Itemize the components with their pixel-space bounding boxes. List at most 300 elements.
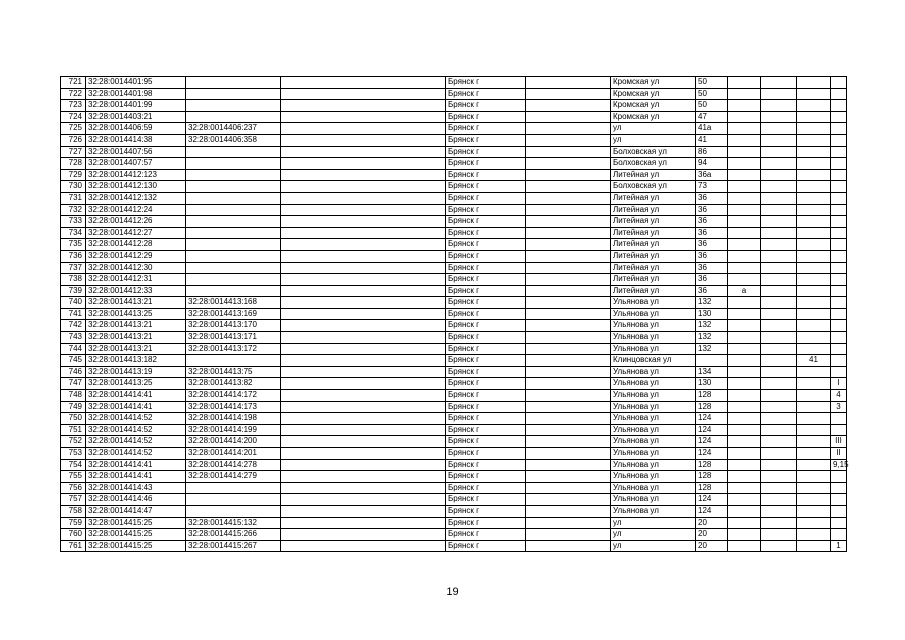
cell-apartment [831,216,847,228]
cell-district [526,134,611,146]
cell-related-cadastral-number [186,146,281,158]
cell-letter [728,181,761,193]
cell-district [526,494,611,506]
cell-related-cadastral-number: 32:28:0014415:132 [186,517,281,529]
cell-apartment [831,517,847,529]
cell-related-cadastral-number: 32:28:0014414:201 [186,448,281,460]
cell-district [526,250,611,262]
cell-house-number: 36 [696,204,728,216]
cell-apartment: I [831,378,847,390]
cell-blank-column [281,482,446,494]
cell-blank-column [281,181,446,193]
cell-cadastral-number: 32:28:0014413:21 [86,332,186,344]
cell-house-number: 36 [696,239,728,251]
cell-city: Брянск г [446,77,526,89]
cell-building [761,366,797,378]
cell-blank-column [281,308,446,320]
cell-district [526,146,611,158]
cell-related-cadastral-number: 32:28:0014414:199 [186,424,281,436]
cell-structure [797,459,831,471]
cell-structure [797,262,831,274]
cell-house-number: 36а [696,169,728,181]
table-row [61,366,847,378]
table-row [61,216,847,228]
cell-letter [728,123,761,135]
cell-apartment [831,366,847,378]
cell-related-cadastral-number: 32:28:0014413:171 [186,332,281,344]
cell-related-cadastral-number [186,100,281,112]
cell-letter [728,274,761,286]
cell-structure [797,436,831,448]
cell-row-number: 739 [61,285,86,297]
table-row [61,274,847,286]
cell-cadastral-number: 32:28:0014415:25 [86,540,186,552]
cell-city: Брянск г [446,262,526,274]
cell-blank-column [281,123,446,135]
cell-city: Брянск г [446,529,526,541]
cell-blank-column [281,494,446,506]
cell-row-number: 740 [61,297,86,309]
cell-apartment [831,529,847,541]
cell-cadastral-number: 32:28:0014412:30 [86,262,186,274]
cell-related-cadastral-number: 32:28:0014414:278 [186,459,281,471]
cell-row-number: 755 [61,471,86,483]
cell-house-number [696,355,728,367]
cell-structure [797,274,831,286]
cell-building [761,227,797,239]
cell-street: ул [611,529,696,541]
cell-apartment [831,77,847,89]
cell-structure [797,320,831,332]
cell-row-number: 744 [61,343,86,355]
cell-building [761,540,797,552]
cell-row-number: 758 [61,505,86,517]
cell-apartment [831,471,847,483]
cell-cadastral-number: 32:28:0014414:52 [86,413,186,425]
cell-blank-column [281,540,446,552]
cell-city: Брянск г [446,88,526,100]
cell-district [526,100,611,112]
cell-house-number: 47 [696,111,728,123]
cell-city: Брянск г [446,216,526,228]
cell-district [526,158,611,170]
cell-row-number: 747 [61,378,86,390]
cell-letter [728,517,761,529]
cell-city: Брянск г [446,355,526,367]
cell-city: Брянск г [446,332,526,344]
cell-building [761,413,797,425]
cell-building [761,505,797,517]
cell-district [526,471,611,483]
cell-street: Литейная ул [611,239,696,251]
page-number: 19 [446,586,459,598]
cell-building [761,285,797,297]
cell-related-cadastral-number [186,239,281,251]
cell-district [526,239,611,251]
cell-related-cadastral-number: 32:28:0014413:168 [186,297,281,309]
cell-related-cadastral-number: 32:28:0014413:170 [186,320,281,332]
cell-district [526,285,611,297]
cell-blank-column [281,216,446,228]
table-row [61,505,847,517]
cell-letter [728,448,761,460]
cell-letter: а [728,285,761,297]
cell-cadastral-number: 32:28:0014413:21 [86,297,186,309]
cell-building [761,262,797,274]
cell-structure [797,216,831,228]
cell-building [761,181,797,193]
cell-street: Литейная ул [611,274,696,286]
table-row [61,517,847,529]
cell-building [761,448,797,460]
cell-blank-column [281,517,446,529]
cell-house-number: 50 [696,88,728,100]
cell-related-cadastral-number [186,77,281,89]
cell-house-number: 36 [696,216,728,228]
cell-district [526,77,611,89]
cell-district [526,448,611,460]
cell-related-cadastral-number: 32:28:0014406:358 [186,134,281,146]
cell-row-number: 761 [61,540,86,552]
cell-cadastral-number: 32:28:0014415:25 [86,517,186,529]
cell-street: Ульянова ул [611,401,696,413]
cell-building [761,192,797,204]
cell-related-cadastral-number: 32:28:0014415:267 [186,540,281,552]
cell-letter [728,320,761,332]
cell-blank-column [281,529,446,541]
cell-blank-column [281,424,446,436]
cell-cadastral-number: 32:28:0014414:41 [86,459,186,471]
table-row [61,540,847,552]
cell-related-cadastral-number [186,274,281,286]
cell-cadastral-number: 32:28:0014412:26 [86,216,186,228]
cell-city: Брянск г [446,424,526,436]
cell-city: Брянск г [446,239,526,251]
table-row [61,77,847,89]
cell-street: Литейная ул [611,250,696,262]
cell-blank-column [281,413,446,425]
cell-street: Литейная ул [611,262,696,274]
cell-house-number: 132 [696,332,728,344]
cell-apartment [831,169,847,181]
cell-street: Литейная ул [611,227,696,239]
cell-building [761,274,797,286]
cell-letter [728,332,761,344]
cell-street: Ульянова ул [611,448,696,460]
cell-structure [797,529,831,541]
cell-city: Брянск г [446,204,526,216]
cell-structure [797,227,831,239]
cell-row-number: 749 [61,401,86,413]
cell-house-number: 20 [696,517,728,529]
cell-building [761,390,797,402]
cell-apartment [831,204,847,216]
cell-row-number: 746 [61,366,86,378]
cell-structure [797,494,831,506]
cell-structure [797,540,831,552]
cell-structure [797,448,831,460]
cell-letter [728,158,761,170]
cell-house-number: 124 [696,424,728,436]
cell-blank-column [281,378,446,390]
cell-related-cadastral-number: 32:28:0014406:237 [186,123,281,135]
cell-row-number: 751 [61,424,86,436]
cell-row-number: 734 [61,227,86,239]
cell-street: Кромская ул [611,111,696,123]
table-row [61,332,847,344]
cell-district [526,413,611,425]
cell-related-cadastral-number [186,158,281,170]
cell-related-cadastral-number [186,216,281,228]
cell-street: ул [611,134,696,146]
cell-cadastral-number: 32:28:0014412:24 [86,204,186,216]
cell-house-number: 128 [696,390,728,402]
cell-cadastral-number: 32:28:0014407:56 [86,146,186,158]
cell-apartment [831,308,847,320]
cell-structure [797,77,831,89]
table-row [61,158,847,170]
cell-letter [728,471,761,483]
table-row [61,285,847,297]
cell-structure: 41 [797,355,831,367]
cell-apartment [831,239,847,251]
cell-structure [797,169,831,181]
cell-structure [797,332,831,344]
cell-apartment [831,123,847,135]
cell-structure [797,146,831,158]
cell-blank-column [281,158,446,170]
cell-building [761,343,797,355]
cell-city: Брянск г [446,482,526,494]
cell-apartment [831,111,847,123]
cell-house-number: 41а [696,123,728,135]
cell-apartment [831,262,847,274]
cell-building [761,355,797,367]
cell-cadastral-number: 32:28:0014414:46 [86,494,186,506]
cell-city: Брянск г [446,378,526,390]
cell-letter [728,436,761,448]
cell-street: Кромская ул [611,100,696,112]
cell-district [526,88,611,100]
cell-apartment [831,482,847,494]
cell-street: Ульянова ул [611,343,696,355]
cell-city: Брянск г [446,343,526,355]
cell-city: Брянск г [446,308,526,320]
cell-letter [728,146,761,158]
cell-row-number: 731 [61,192,86,204]
cell-cadastral-number: 32:28:0014414:38 [86,134,186,146]
cell-blank-column [281,459,446,471]
cell-city: Брянск г [446,517,526,529]
cell-city: Брянск г [446,111,526,123]
cell-structure [797,134,831,146]
cell-district [526,482,611,494]
cell-house-number: 36 [696,250,728,262]
cell-structure [797,424,831,436]
table-row [61,448,847,460]
table-row [61,424,847,436]
cell-street: Ульянова ул [611,494,696,506]
cell-cadastral-number: 32:28:0014412:123 [86,169,186,181]
cell-letter [728,494,761,506]
table-row [61,436,847,448]
cell-cadastral-number: 32:28:0014414:52 [86,448,186,460]
cell-city: Брянск г [446,494,526,506]
cell-apartment [831,505,847,517]
cell-structure [797,401,831,413]
cell-house-number: 132 [696,320,728,332]
table-row [61,204,847,216]
cell-letter [728,250,761,262]
cell-cadastral-number: 32:28:0014401:95 [86,77,186,89]
cell-district [526,274,611,286]
cell-letter [728,77,761,89]
cell-cadastral-number: 32:28:0014412:132 [86,192,186,204]
table-row [61,123,847,135]
cell-house-number: 124 [696,413,728,425]
cell-street: Ульянова ул [611,505,696,517]
cell-related-cadastral-number: 32:28:0014414:279 [186,471,281,483]
table-row [61,262,847,274]
cell-street: Кромская ул [611,88,696,100]
cell-building [761,111,797,123]
cell-blank-column [281,355,446,367]
cell-letter [728,88,761,100]
cell-district [526,204,611,216]
cell-house-number: 128 [696,459,728,471]
cell-city: Брянск г [446,505,526,517]
cell-building [761,308,797,320]
cell-structure [797,204,831,216]
cell-letter [728,413,761,425]
cell-city: Брянск г [446,274,526,286]
cell-house-number: 36 [696,285,728,297]
cell-cadastral-number: 32:28:0014413:25 [86,308,186,320]
cell-structure [797,366,831,378]
cell-building [761,482,797,494]
cell-blank-column [281,366,446,378]
cell-cadastral-number: 32:28:0014414:52 [86,424,186,436]
cell-letter [728,505,761,517]
cell-apartment: 9,15 [831,459,847,471]
cell-row-number: 735 [61,239,86,251]
cell-structure [797,390,831,402]
cell-row-number: 732 [61,204,86,216]
cell-apartment: II [831,448,847,460]
table-row [61,88,847,100]
cell-row-number: 723 [61,100,86,112]
cell-blank-column [281,436,446,448]
cell-cadastral-number: 32:28:0014401:98 [86,88,186,100]
cell-district [526,332,611,344]
cell-district [526,424,611,436]
cell-blank-column [281,343,446,355]
cell-related-cadastral-number: 32:28:0014414:173 [186,401,281,413]
cell-row-number: 743 [61,332,86,344]
cell-apartment [831,332,847,344]
cell-letter [728,482,761,494]
cell-related-cadastral-number [186,88,281,100]
cell-house-number: 130 [696,308,728,320]
cell-row-number: 733 [61,216,86,228]
cell-row-number: 759 [61,517,86,529]
table-row [61,308,847,320]
cell-city: Брянск г [446,448,526,460]
cell-building [761,88,797,100]
cell-blank-column [281,239,446,251]
cell-street: Ульянова ул [611,424,696,436]
cell-structure [797,517,831,529]
cell-cadastral-number: 32:28:0014412:27 [86,227,186,239]
cell-city: Брянск г [446,471,526,483]
cell-related-cadastral-number [186,494,281,506]
cell-city: Брянск г [446,540,526,552]
cell-related-cadastral-number [186,181,281,193]
table-row [61,146,847,158]
cell-blank-column [281,505,446,517]
cell-building [761,158,797,170]
cell-house-number: 36 [696,192,728,204]
cell-district [526,355,611,367]
cell-letter [728,134,761,146]
cell-row-number: 725 [61,123,86,135]
cell-city: Брянск г [446,227,526,239]
cell-district [526,227,611,239]
cell-cadastral-number: 32:28:0014414:43 [86,482,186,494]
cell-row-number: 742 [61,320,86,332]
cell-district [526,459,611,471]
cell-apartment: 4 [831,390,847,402]
table-row [61,482,847,494]
cell-house-number: 124 [696,436,728,448]
cell-letter [728,262,761,274]
cell-letter [728,355,761,367]
cell-row-number: 727 [61,146,86,158]
cell-building [761,494,797,506]
cell-related-cadastral-number: 32:28:0014413:169 [186,308,281,320]
cell-structure [797,343,831,355]
cell-blank-column [281,146,446,158]
cell-district [526,540,611,552]
cell-structure [797,413,831,425]
cell-cadastral-number: 32:28:0014412:33 [86,285,186,297]
cell-apartment [831,88,847,100]
cell-city: Брянск г [446,413,526,425]
cell-apartment [831,320,847,332]
cell-street: Ульянова ул [611,482,696,494]
cell-street: Ульянова ул [611,366,696,378]
cell-building [761,459,797,471]
cell-house-number: 124 [696,448,728,460]
cell-letter [728,424,761,436]
cell-cadastral-number: 32:28:0014414:41 [86,390,186,402]
cell-related-cadastral-number [186,355,281,367]
cell-district [526,297,611,309]
cell-city: Брянск г [446,401,526,413]
cell-district [526,123,611,135]
cell-letter [728,111,761,123]
cell-row-number: 753 [61,448,86,460]
cell-related-cadastral-number [186,262,281,274]
cell-cadastral-number: 32:28:0014413:21 [86,320,186,332]
cell-structure [797,192,831,204]
cell-letter [728,239,761,251]
cell-city: Брянск г [446,320,526,332]
cell-street: Ульянова ул [611,320,696,332]
cell-related-cadastral-number: 32:28:0014413:82 [186,378,281,390]
cell-city: Брянск г [446,297,526,309]
cell-apartment [831,227,847,239]
